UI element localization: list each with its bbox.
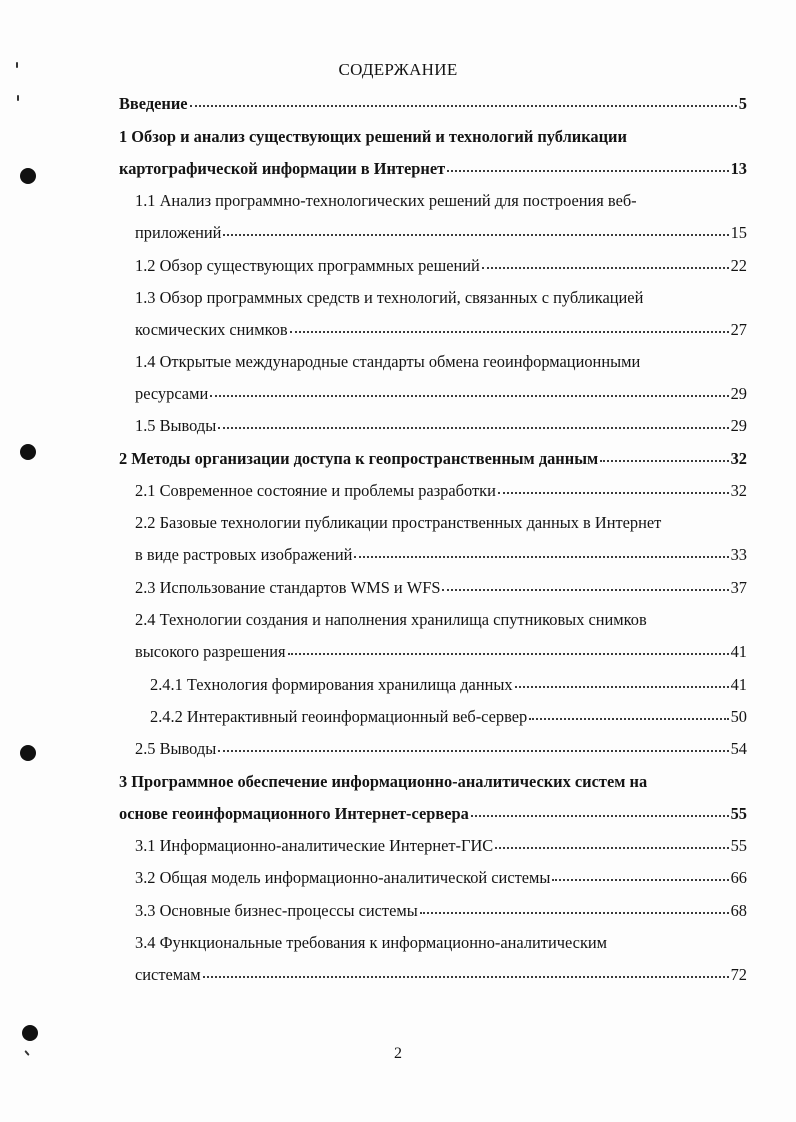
toc-entry-text: Введение [119, 94, 188, 113]
toc-entry-page: 29 [730, 416, 747, 435]
leader-dots [210, 394, 728, 397]
leader-dots [190, 104, 737, 107]
toc-entry-text: 2.1 Современное состояние и проблемы разработки [135, 481, 496, 500]
toc-entry[interactable] [135, 901, 747, 921]
leader-dots [482, 266, 729, 269]
toc-entry[interactable] [119, 127, 627, 147]
toc-entry[interactable] [135, 288, 643, 308]
toc-entry-page: 55 [730, 836, 747, 855]
scan-speck [17, 95, 19, 101]
leader-dots [442, 588, 728, 591]
toc-entry-page: 37 [730, 578, 747, 597]
toc-entry[interactable] [135, 642, 747, 662]
leader-dots [447, 169, 728, 172]
leader-dots [290, 330, 729, 333]
toc-entry-page: 33 [730, 545, 747, 564]
toc-entry-text: 3.3 Основные бизнес-процессы системы [135, 901, 418, 920]
toc-entry-text: 1 Обзор и анализ существующих решений и технологий публикации [119, 127, 627, 146]
page-title: СОДЕРЖАНИЕ [338, 60, 458, 79]
toc-entry-page: 72 [730, 965, 747, 984]
toc-entry[interactable] [135, 416, 747, 436]
leader-dots [218, 426, 728, 429]
toc-entry-page: 41 [730, 675, 747, 694]
toc-entry-text: ресурсами [135, 384, 209, 403]
toc-entry[interactable] [135, 739, 747, 759]
toc-entry-text: высокого разрешения [135, 642, 286, 661]
binder-hole-1 [20, 168, 36, 184]
leader-dots [498, 491, 729, 494]
leader-dots [218, 749, 728, 752]
toc-entry[interactable] [135, 545, 747, 565]
toc-entry[interactable] [135, 384, 747, 404]
leader-dots [203, 975, 729, 978]
toc-entry-page: 29 [730, 384, 747, 403]
leader-dots [471, 814, 729, 817]
toc-entry-page: 13 [730, 159, 747, 178]
leader-dots [288, 652, 729, 655]
toc-entry[interactable] [150, 675, 747, 695]
toc-entry-page: 54 [730, 739, 747, 758]
toc-entry-text: 1.2 Обзор существующих программных решений [135, 256, 480, 275]
toc-entry-text: 1.1 Анализ программно-технологических решений для построения веб- [135, 191, 637, 210]
toc-entry-page: 27 [730, 320, 747, 339]
toc-entry-text: в виде растровых изображений [135, 545, 353, 564]
toc-entry-text: 2.2 Базовые технологии публикации пространственных данных в Интернет [135, 513, 662, 532]
toc-entry-text: космических снимков [135, 320, 288, 339]
toc-entry-text: 1.5 Выводы [135, 416, 217, 435]
binder-hole-2 [20, 444, 36, 460]
toc-entry-page: 22 [730, 256, 747, 275]
page-number: 2 [394, 1045, 402, 1062]
toc-entry[interactable] [119, 159, 747, 179]
leader-dots [600, 459, 728, 462]
toc-entry[interactable] [135, 223, 747, 243]
leader-dots [552, 878, 728, 881]
toc-entry-text: 3.2 Общая модель информационно-аналитической системы [135, 868, 551, 887]
toc-entry-text: 1.3 Обзор программных средств и технологий, связанных с публикацией [135, 288, 644, 307]
leader-dots [495, 846, 728, 849]
toc-entry[interactable] [135, 965, 747, 985]
toc-entry[interactable] [135, 256, 747, 276]
toc-entry-text: 2.4.1 Технология формирования хранилища данных [150, 675, 513, 694]
toc-entry-text: 3 Программное обеспечение информационно-аналитических систем на [119, 772, 648, 791]
toc-entry[interactable] [135, 610, 647, 630]
leader-dots [515, 685, 729, 688]
toc-entry-page: 50 [730, 707, 747, 726]
toc-entry-page: 32 [730, 481, 747, 500]
toc-entry-text: 3.1 Информационно-аналитические Интернет-ГИС [135, 836, 494, 855]
binder-hole-3 [20, 745, 36, 761]
toc-entry[interactable] [135, 578, 747, 598]
toc-entry-text: 3.4 Функциональные требования к информационно-аналитическим [135, 933, 608, 952]
toc-entry-text: основе геоинформационного Интернет-сервера [119, 804, 469, 823]
leader-dots [420, 911, 729, 914]
toc-entry-text: 2.3 Использование стандартов WMS и WFS [135, 578, 441, 597]
toc-entry-page: 15 [730, 223, 747, 242]
toc-entry-text: 2.4.2 Интерактивный геоинформационный веб-сервер [150, 707, 528, 726]
leader-dots [529, 717, 728, 720]
toc-entry-text: 2.4 Технологии создания и наполнения хранилища спутниковых снимков [135, 610, 647, 629]
toc-entry[interactable] [135, 352, 640, 372]
leader-dots [354, 555, 728, 558]
toc-entry-text: 2 Методы организации доступа к геопространственным данным [119, 449, 599, 468]
toc-entry-text: приложений [135, 223, 222, 242]
toc-entry-page: 5 [738, 94, 747, 113]
toc-entry[interactable] [150, 707, 747, 727]
toc-entry-page: 66 [730, 868, 747, 887]
toc-entry[interactable] [119, 772, 647, 792]
toc-entry-text: картографической информации в Интернет [119, 159, 446, 178]
toc-entry[interactable] [135, 513, 661, 533]
leader-dots [223, 233, 728, 236]
toc-entry-page: 68 [730, 901, 747, 920]
toc-entry-page: 41 [730, 642, 747, 661]
toc-entry[interactable] [135, 836, 747, 856]
toc-entry[interactable] [135, 481, 747, 501]
toc-entry-text: системам [135, 965, 201, 984]
toc-entry[interactable] [135, 320, 747, 340]
toc-entry[interactable] [135, 933, 607, 953]
toc-entry[interactable] [119, 94, 747, 114]
toc-entry[interactable] [135, 191, 637, 211]
toc-entry-text: 2.5 Выводы [135, 739, 217, 758]
toc-entry-page: 32 [730, 449, 747, 468]
toc-entry-text: 1.4 Открытые международные стандарты обмена геоинформационными [135, 352, 641, 371]
toc-entry[interactable] [119, 804, 747, 824]
toc-entry[interactable] [119, 449, 747, 469]
toc-entry-page: 55 [730, 804, 747, 823]
binder-hole-4 [22, 1025, 38, 1041]
toc-entry[interactable] [135, 868, 747, 888]
